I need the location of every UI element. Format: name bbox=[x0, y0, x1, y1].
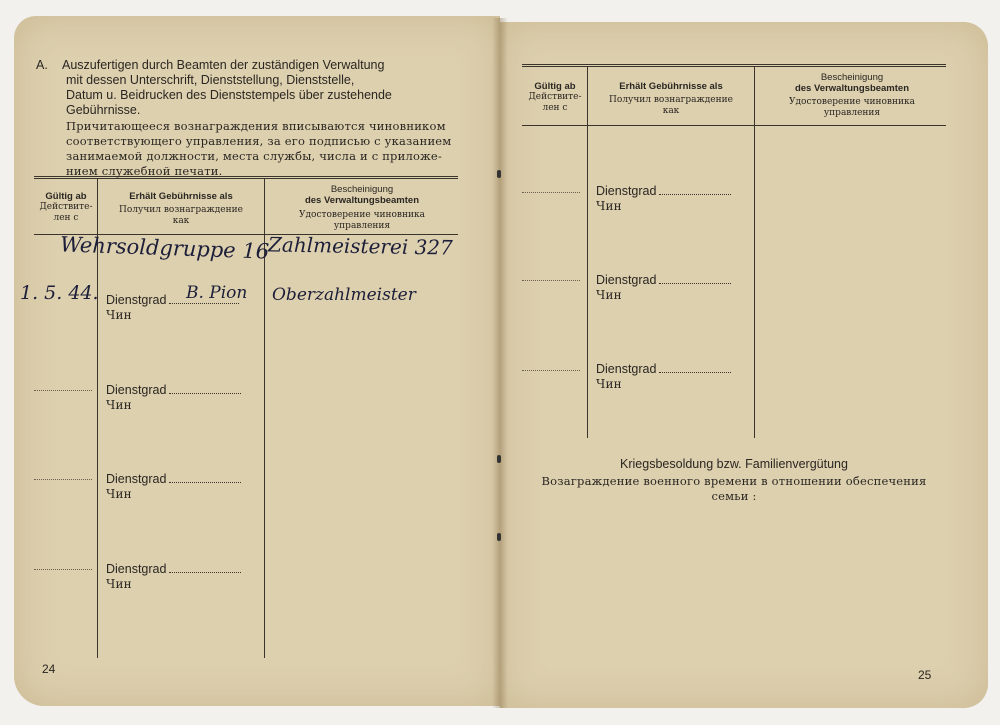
instruction-de-line3: Datum u. Beidrucken des Dienststempels über zustehende bbox=[66, 88, 392, 102]
instruction-marker: A. bbox=[36, 58, 48, 72]
table-top-rule bbox=[34, 176, 458, 177]
section-title-de: Kriegsbesoldung bzw. Familienvergütung bbox=[620, 457, 848, 471]
date-blank bbox=[34, 390, 92, 391]
section-title-ru-line1: Возаграждение военного времени в отношении обеспечения bbox=[541, 474, 927, 488]
handwritten-pay-group: Wehrsoldgruppe 16 bbox=[59, 232, 270, 264]
handwritten-paymaster-office: Zahlmeisterei 327 bbox=[267, 232, 453, 260]
handwritten-rank: B. Pion bbox=[186, 283, 248, 303]
page-number-left: 24 bbox=[42, 662, 56, 676]
date-blank bbox=[34, 569, 92, 570]
header-receives-as: Erhält Gebührnisse als Получил вознаграждение как bbox=[119, 191, 243, 226]
stitch-mark bbox=[497, 170, 501, 178]
header-certification: Bescheinigung des Verwaltungsbeamten Удостоверение чиновника управления bbox=[299, 184, 425, 231]
section-title-ru-line2: семьи : bbox=[711, 489, 757, 503]
stitch-mark bbox=[497, 455, 501, 463]
instruction-de-line4: Gebührnisse. bbox=[66, 103, 141, 117]
entry-1: Dienstgrad Чин bbox=[596, 184, 731, 214]
instruction-de-line2: mit dessen Unterschrift, Dienststellung, Dienststelle, bbox=[66, 73, 355, 87]
date-blank bbox=[522, 370, 580, 371]
date-blank bbox=[34, 479, 92, 480]
handwritten-date: 1. 5. 44. bbox=[20, 282, 99, 304]
header-certification: Bescheinigung des Verwaltungsbeamten Удостоверение чиновника управления bbox=[789, 72, 915, 118]
entry-4: Dienstgrad Чин bbox=[106, 562, 241, 592]
instruction-ru-line4: нием служебной печати. bbox=[66, 164, 223, 178]
instruction-de-line1: Auszufertigen durch Beamten der zuständigen Verwaltung bbox=[62, 58, 385, 72]
table-top-rule bbox=[522, 66, 946, 67]
header-bottom-rule bbox=[522, 125, 946, 126]
instruction-ru-line1: Причитающееся вознаграждения вписываются чиновником bbox=[66, 119, 446, 133]
header-receives-as: Erhält Gebührnisse als Получил вознаграждение как bbox=[609, 81, 733, 116]
instruction-ru-line3: занимаемой должности, места службы, числа и с приложе- bbox=[66, 149, 442, 163]
column-divider bbox=[587, 66, 588, 438]
date-blank bbox=[522, 192, 580, 193]
entry-2: Dienstgrad Чин bbox=[596, 273, 731, 303]
entry-3: Dienstgrad Чин bbox=[596, 362, 731, 392]
entry-2: Dienstgrad Чин bbox=[106, 383, 241, 413]
page-number-right: 25 bbox=[918, 668, 932, 682]
instruction-ru-line2: соответствующего управления, за его подписью с указанием bbox=[66, 134, 452, 148]
stitch-mark bbox=[497, 533, 501, 541]
column-divider bbox=[754, 66, 755, 438]
book-gutter bbox=[492, 18, 508, 708]
header-valid-from: Gültig ab Действите- лен с bbox=[39, 191, 93, 223]
table-top-rule bbox=[522, 64, 946, 65]
entry-3: Dienstgrad Чин bbox=[106, 472, 241, 502]
entry-1: Dienstgrad Чин bbox=[106, 293, 239, 323]
handwritten-certifier-title: Oberzahlmeister bbox=[272, 285, 416, 305]
date-blank bbox=[522, 280, 580, 281]
header-valid-from: Gültig ab Действите- лен с bbox=[528, 81, 582, 113]
